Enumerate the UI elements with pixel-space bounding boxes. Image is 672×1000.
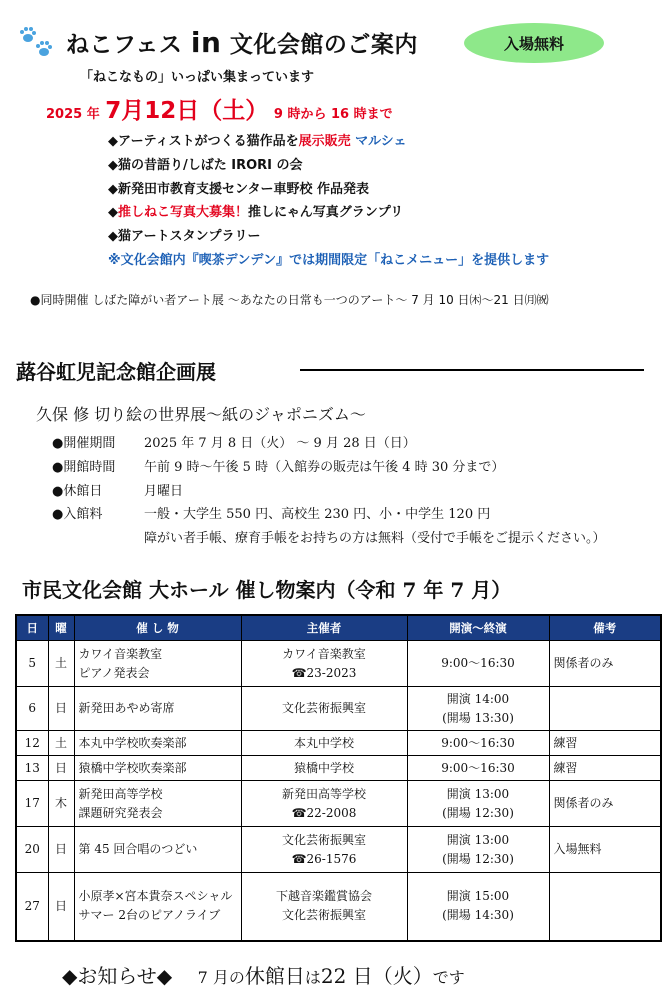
festival-program-list — [108, 130, 549, 273]
table-header-cell: 曜 — [48, 615, 74, 641]
notice-text-e: です — [432, 968, 465, 987]
table-cell-host: 猿橋中学校 — [241, 756, 407, 781]
festival-time: 9 時から 16 時まで — [273, 107, 393, 122]
festival-date: 7月12日（土） — [105, 98, 269, 124]
table-cell-event: 本丸中学校吹奏楽部 — [74, 731, 241, 756]
table-row — [16, 781, 661, 827]
program-item-text: 猫の昔語り/しばた IRORI の会 — [118, 157, 303, 173]
table-row — [16, 731, 661, 756]
museum-info-row — [52, 480, 183, 499]
museum-info-row — [52, 432, 416, 451]
museum-info-value: 障がい者手帳、療育手帳をお持ちの方は無料（受付で手帳をご提示ください。） — [144, 531, 606, 546]
program-item — [108, 249, 549, 273]
concurrent-event: ●同時開催 しばた障がい者アート展 ～あなたの日常も一つのアート～ 7 月 10 日㈭～21 日㈪㈷ — [30, 293, 549, 307]
festival-subtitle: 「ねこなもの」いっぱい集まっています — [80, 70, 315, 85]
festival-title — [66, 26, 418, 59]
program-item-text: 展示販売 — [298, 134, 351, 149]
table-cell-day: 20 — [16, 827, 48, 873]
table-cell-host: 文化芸術振興室 ☎26-1576 — [241, 827, 407, 873]
museum-info-value: 一般・大学生 550 円、高校生 230 円、小・中学生 120 円 — [144, 507, 491, 522]
table-cell-day: 12 — [16, 731, 48, 756]
bullet-diamond: ◆ — [108, 157, 118, 173]
program-item — [108, 178, 549, 202]
paw-prints-icon — [18, 26, 58, 60]
program-item-text: 新発田市教育支援センター車野校 作品発表 — [118, 181, 370, 197]
table-cell-note: 練習 — [549, 731, 661, 756]
table-cell-time: 開演 14:00 (開場 13:30) — [407, 687, 549, 731]
table-cell-event: 猿橋中学校吹奏楽部 — [74, 756, 241, 781]
section-divider — [300, 369, 644, 371]
notice-text-b: 休館日 — [244, 964, 305, 988]
table-row — [16, 756, 661, 781]
table-row — [16, 827, 661, 873]
museum-info-value: 午前 9 時～午後 5 時（入館券の販売は午後 4 時 30 分まで） — [144, 460, 505, 475]
museum-info-label: ●開催期間 — [52, 436, 116, 451]
program-item — [108, 201, 549, 225]
table-cell-dow: 木 — [48, 781, 74, 827]
table-cell-event: 新発田高等学校 課題研究発表会 — [74, 781, 241, 827]
bullet-diamond: ◆ — [108, 229, 118, 245]
table-cell-event: 新発田あやめ寄席 — [74, 687, 241, 731]
program-item — [108, 225, 549, 249]
museum-info-row — [52, 503, 490, 522]
table-cell-day: 13 — [16, 756, 48, 781]
table-cell-dow: 日 — [48, 687, 74, 731]
notice-text-a: 7 月の — [197, 968, 245, 987]
table-cell-event: カワイ音楽教室 ピアノ発表会 — [74, 641, 241, 687]
museum-info-row — [52, 527, 606, 546]
table-cell-dow: 日 — [48, 873, 74, 941]
program-item — [108, 154, 549, 178]
table-header-cell: 開演～終演 — [407, 615, 549, 641]
table-cell-time: 9:00～16:30 — [407, 731, 549, 756]
table-cell-dow: 土 — [48, 731, 74, 756]
table-cell-day: 6 — [16, 687, 48, 731]
table-row — [16, 687, 661, 731]
program-item-text: 推しねこ写真大募集！ — [118, 205, 249, 221]
museum-info-label: ●休館日 — [52, 484, 103, 499]
bullet-diamond: ◆ — [108, 181, 118, 197]
table-cell-host: 本丸中学校 — [241, 731, 407, 756]
notice-label: ◆お知らせ◆ — [62, 964, 173, 988]
free-admission-badge: 入場無料 — [464, 23, 604, 63]
festival-date-line — [46, 92, 393, 125]
museum-info-label: ●入館料 — [52, 507, 103, 522]
museum-info-value: 月曜日 — [144, 484, 184, 499]
museum-section-title: 蕗谷虹児記念館企画展 — [16, 360, 216, 384]
table-cell-event: 小原孝×宮本貴奈スペシャルサマー 2台のピアノライブ — [74, 873, 241, 941]
table-cell-dow: 日 — [48, 756, 74, 781]
table-cell-event: 第 45 回合唱のつどい — [74, 827, 241, 873]
table-cell-note — [549, 687, 661, 731]
hall-section-title: 市民文化会館 大ホール 催し物案内（令和 7 年 7 月） — [22, 578, 512, 602]
table-cell-time: 開演 13:00 (開場 12:30) — [407, 781, 549, 827]
festival-title-rest: 文化会館のご案内 — [229, 32, 418, 58]
table-cell-note: 入場無料 — [549, 827, 661, 873]
table-cell-time: 9:00～16:30 — [407, 756, 549, 781]
events-table — [15, 614, 662, 942]
table-cell-dow: 日 — [48, 827, 74, 873]
program-item-text: ※文化会館内『喫茶デンデン』では期間限定「ねこメニュー」を提供します — [108, 252, 550, 268]
table-cell-time: 開演 13:00 (開場 12:30) — [407, 827, 549, 873]
table-header-row — [16, 615, 661, 641]
museum-info-label: ●開館時間 — [52, 460, 116, 475]
table-cell-day: 27 — [16, 873, 48, 941]
table-cell-day: 17 — [16, 781, 48, 827]
table-cell-note: 関係者のみ — [549, 781, 661, 827]
exhibit-title: 久保 修 切り絵の世界展～紙のジャポニズム～ — [36, 405, 366, 424]
table-cell-note — [549, 873, 661, 941]
festival-title-in: in — [190, 26, 222, 59]
notice-text-c: は — [304, 968, 321, 987]
bullet-diamond: ◆ — [108, 205, 118, 221]
table-header-cell: 主催者 — [241, 615, 407, 641]
table-header-cell: 備考 — [549, 615, 661, 641]
notice-text-d: 22 日（火） — [320, 964, 433, 988]
table-cell-day: 5 — [16, 641, 48, 687]
table-row — [16, 873, 661, 941]
table-row — [16, 641, 661, 687]
table-cell-time: 開演 15:00 (開場 14:30) — [407, 873, 549, 941]
program-item — [108, 130, 549, 154]
program-item-text: アーティストがつくる猫作品を — [118, 134, 299, 149]
program-item-text: マルシェ — [350, 134, 407, 149]
program-item-text: 猫アートスタンプラリー — [118, 229, 261, 245]
museum-info-row — [52, 456, 504, 475]
bullet-diamond: ◆ — [108, 134, 118, 149]
table-cell-note: 関係者のみ — [549, 641, 661, 687]
notice — [62, 960, 465, 989]
table-cell-host: カワイ音楽教室 ☎23-2023 — [241, 641, 407, 687]
table-cell-host: 新発田高等学校 ☎22-2008 — [241, 781, 407, 827]
table-cell-dow: 土 — [48, 641, 74, 687]
table-header-cell: 日 — [16, 615, 48, 641]
table-header-cell: 催 し 物 — [74, 615, 241, 641]
festival-title-name: ねこフェス — [66, 32, 183, 58]
table-cell-note: 練習 — [549, 756, 661, 781]
festival-year: 2025 年 — [46, 107, 100, 122]
table-cell-host: 文化芸術振興室 — [241, 687, 407, 731]
museum-info-value: 2025 年 7 月 8 日（火） ～ 9 月 28 日（日） — [144, 436, 416, 451]
program-item-text: 推しにゃん写真グランプリ — [248, 205, 404, 221]
table-cell-host: 下越音楽鑑賞協会 文化芸術振興室 — [241, 873, 407, 941]
table-cell-time: 9:00～16:30 — [407, 641, 549, 687]
